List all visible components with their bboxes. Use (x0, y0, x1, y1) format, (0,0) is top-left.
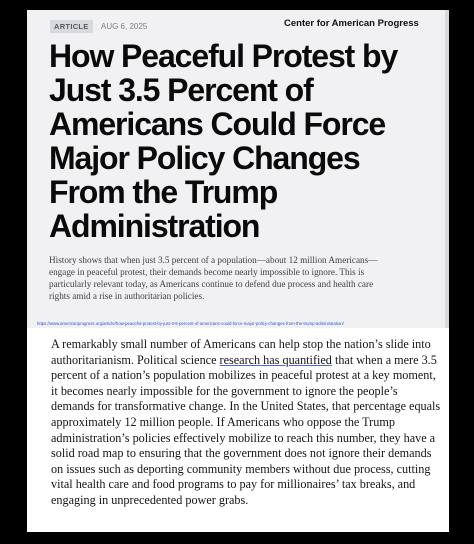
article-type-badge: ARTICLE (50, 20, 93, 33)
body-line: engaging in unprecedented power grabs. (51, 492, 249, 507)
article-summary (49, 254, 444, 302)
article-page (27, 10, 449, 532)
body-line: administration’s policies effectively mobilize to reach this number, they have a (51, 430, 436, 445)
body-line: A remarkably small number of Americans can help stop the nation’s slide into (51, 337, 431, 351)
body-line: on issues such as deporting community members without due process, cutting (51, 461, 431, 476)
body-line: solid road map to ensuring that the government does not ignore their demands (51, 446, 432, 461)
headline-line: Administration (49, 208, 260, 244)
body-text-segment: authoritarianism. Political science (51, 352, 220, 367)
source-name: Center for American Progress (284, 18, 419, 29)
body-line: percent of a nation’s population mobilizes in peaceful protest at a key moment, (51, 368, 436, 383)
publish-date: AUG 6, 2025 (101, 22, 148, 31)
article-header-panel (27, 10, 449, 328)
body-text-segment: that when a mere 3.5 (331, 352, 437, 367)
source-url-link[interactable]: https://www.americanprogress.org/article/how-peaceful-protest-by-just-3-5-percent-of-americans-could-force-major-policy-changes-from-the-trump-administration/ (37, 321, 344, 326)
summary-line: particularly relevant today, as Americans continue to defend due process and health care (49, 279, 374, 289)
body-line: vital health care and food programs to pay for millionaires’ tax breaks, and (51, 477, 416, 492)
body-line: approximately 12 million people. If Americans who oppose the Trump (51, 414, 395, 429)
article-body-paragraph (51, 337, 447, 509)
summary-line: engage in peaceful protest, their demands become nearly impossible to ignore. This is (49, 267, 365, 277)
summary-line: rights amid a rise in authoritarian policies. (49, 291, 205, 301)
body-line: it becomes nearly impossible for the government to ignore the people’s (51, 383, 398, 398)
headline-line: Americans Could Force (49, 106, 386, 142)
body-line-with-link (51, 353, 447, 369)
headline-line: Just 3.5 Percent of (49, 72, 313, 108)
headline-line: How Peaceful Protest by (49, 38, 398, 74)
headline-line: Major Policy Changes (49, 140, 360, 176)
summary-line: History shows that when just 3.5 percent of a population—about 12 million Americans— (49, 255, 378, 265)
research-link[interactable]: research has quantified (219, 352, 332, 367)
headline (49, 39, 449, 243)
headline-line: From the Trump (49, 174, 278, 210)
body-line: demands for transformative change. In the United States, that percentage equals (51, 399, 441, 414)
